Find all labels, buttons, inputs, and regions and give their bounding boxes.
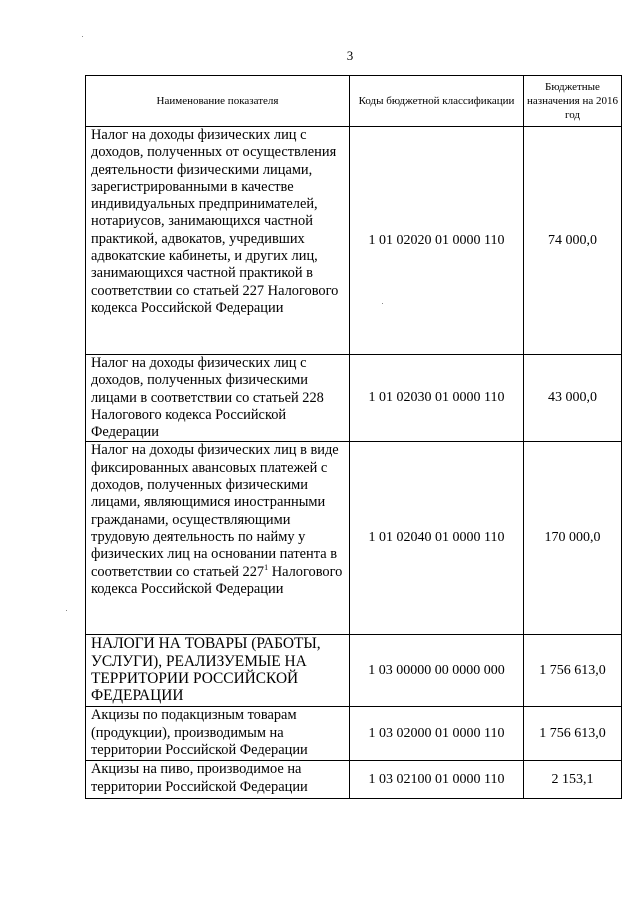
- article-superscript: 1: [264, 562, 269, 572]
- row-code: 1 03 02100 01 0000 110: [350, 761, 524, 799]
- row-code: 1 01 02030 01 0000 110: [350, 355, 524, 442]
- row-amount: 170 000,0: [524, 442, 622, 635]
- page-number: 3: [346, 48, 354, 63]
- row-code: 1 01 02020 01 0000 110: [350, 127, 524, 355]
- budget-table: [85, 75, 622, 799]
- table-row: [86, 127, 622, 355]
- table-row: [86, 635, 622, 707]
- scan-speck: [66, 610, 67, 611]
- table-row: [86, 707, 622, 761]
- header-code: Коды бюджетной классификации: [350, 76, 524, 127]
- row-amount: 43 000,0: [524, 355, 622, 442]
- row-amount: 1 756 613,0: [524, 635, 622, 707]
- row-name: Налог на доходы физических лиц с доходов, полученных физическими лицами в соответствии со статьей 228 Налогового кодекса Российской Федерации: [86, 355, 350, 442]
- row-name: Акцизы по подакцизным товарам (продукции), производимым на территории Российской Федерации: [86, 707, 350, 761]
- row-name-text-end: Налогового кодекса Российской Федерации: [91, 563, 343, 597]
- row-code: 1 01 02040 01 0000 110: [350, 442, 524, 635]
- row-amount: 2 153,1: [524, 761, 622, 799]
- row-amount: 74 000,0: [524, 127, 622, 355]
- table-row: [86, 442, 622, 635]
- row-name: Налог на доходы физических лиц с доходов, полученных от осуществления деятельности физическими лицами, зарегистрированными в качестве индивидуальных предпринимателей, нотариусов, занимающихся частной практикой, адвокатов, учредивших адвокатские кабинеты, и других лиц, занимающихся частной практикой в соответствии со статьей 227 Налогового кодекса Российской Федерации: [86, 127, 350, 355]
- header-name: Наименование показателя: [86, 76, 350, 127]
- row-name: Акцизы на пиво, производимое на территории Российской Федерации: [86, 761, 350, 799]
- row-name: [86, 442, 350, 635]
- header-amount: Бюджетные назначения на 2016 год: [524, 76, 622, 127]
- row-name-text: Налог на доходы физических лиц в виде фиксированных авансовых платежей с доходов, полученных физическими лицами, являющимися иностранными гражданами, осуществляющими трудовую деятельность по найму у физических лиц на основании патента в соответствии со статьей 227: [91, 442, 339, 580]
- scan-speck: [82, 36, 83, 37]
- row-code: 1 03 02000 01 0000 110: [350, 707, 524, 761]
- row-code: 1 03 00000 00 0000 000: [350, 635, 524, 707]
- row-amount: 1 756 613,0: [524, 707, 622, 761]
- table-row: [86, 761, 622, 799]
- table-row: [86, 355, 622, 442]
- table-header-row: [86, 76, 622, 127]
- row-name: НАЛОГИ НА ТОВАРЫ (РАБОТЫ, УСЛУГИ), РЕАЛИЗУЕМЫЕ НА ТЕРРИТОРИИ РОССИЙСКОЙ ФЕДЕРАЦИИ: [86, 635, 350, 707]
